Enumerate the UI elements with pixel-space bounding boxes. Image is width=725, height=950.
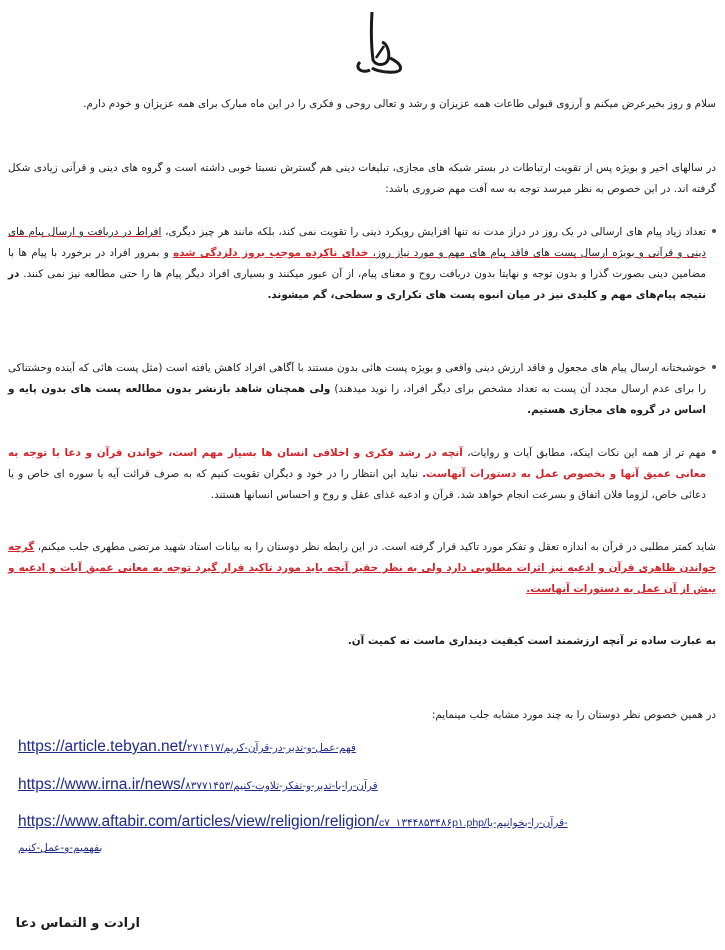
greeting-paragraph: سلام و روز بخیرعرض میکنم و آرزوی قبولی طاعات همه عزیزان و رشد و تعالی روحی و فکری را در این ماه مبارک برای همه عزیزان و خودم دارم. xyxy=(83,98,716,110)
link-tebyan[interactable] xyxy=(18,738,718,756)
bullet-one: تعداد زیاد پیام های ارسالی در یک روز در دراز مدت نه تنها افزایش رویکرد دینی را تقویت نمی کند، بلکه مانند هر چیز دیگری، افراط در دریافت و ارسال پیام های دینی و قرآنی و بویژه ارسال پست های فاقد پیام های مهم و مورد نیاز روز، خدای ناکرده موجب بروز دلزدگی شده و بمرور افراد در برخورد با پیام ها با مضامین دینی بصورت گذرا و بدون توجه و نهایتا بدون دریافت روح و معنای پیام، از آن عبور میکنند و بسیاری افراد دیگر پیام ها را حتی مطالعه نیز نمی کنند. در نتیجه پیام‌های مهم و کلیدی نیز در میان انبوه پست های تکراری و سطحی، گم میشوند. xyxy=(8,222,716,306)
signature: ارادت و التماس دعا xyxy=(15,916,140,931)
link-aftabir[interactable] xyxy=(18,813,718,831)
salam-calligraphy-logo xyxy=(338,8,408,78)
link-url: https://www.aftabir.com/articles/view/religion/religion/ xyxy=(18,813,379,830)
link-irna[interactable] xyxy=(18,776,718,794)
link-url: https://www.irna.ir/news/ xyxy=(18,776,186,793)
bullet-dot-icon xyxy=(712,229,716,233)
bullet-dot-icon xyxy=(712,365,716,369)
link-tail: ۲۷۱۴۱۷/فهم-عمل-و-تدبر-در-قرآن-کریم xyxy=(186,742,356,754)
bullet-dot-icon xyxy=(712,450,716,454)
link-aftabir-continued[interactable]: بفهمیم-و-عمل-کنیم xyxy=(18,842,103,854)
link-tail: c۷_۱۳۴۴۸۵۳۴۸۶p۱.php/قرآن-را-بخوانیم-یا- xyxy=(378,817,568,829)
motahari-paragraph: شاید کمتر مطلبی در قرآن به اندازه تعقل و تفکر مورد تاکید قرار گرفته است. در این رابطه نظر دوستان را به بیانات استاد شهید مرتضی مطهری جلب میکنم، گرچه خواندن ظاهری قرآن و ادعیه نیز اثرات مطلوبی دارد ولی به نظر حقیر آنچه باید مورد تاکید قرار گیرد توجه به معانی عمیق آیات و ادعیه و بیش از آن عمل به دستورات آنهاست. xyxy=(8,541,716,595)
links-intro: در همین خصوص نظر دوستان را به چند مورد مشابه جلب مینمایم: xyxy=(431,709,716,721)
link-url: https://article.tebyan.net/ xyxy=(18,738,187,755)
bullet-two: خوشبختانه ارسال پیام های مجعول و فاقد ارزش دینی واقعی و بویژه پست هائی بدون مستند با آگاهی افراد کاهش یافته است (مثل پست هائی که آینده وحشتناکی را برای عدم ارسال مجدد آن پست به تعداد مشخص برای دیگر افراد، را نوید میدهند) ولی همچنان شاهد بازنشر بدون مطالعه پست های بدون پایه و اساس در گروه های مجازی هستیم. xyxy=(8,358,716,421)
context-paragraph: در سالهای اخیر و بویژه پس از تقویت ارتباطات در بستر شبکه های مجازی، تبلیغات دینی هم گسترش نسبتا خوبی داشته است و گروه های دینی و قرآنی زیادی شکل گرفته اند. در این خصوص به نظر میرسد توجه به سه آفت مهم ضروری باشد: xyxy=(8,162,716,195)
link-tail: ۸۳۷۷۱۴۵۳/قرآن-را-با-تدبر-و-تفکر-تلاوت-کنیم xyxy=(185,780,378,792)
summary-sentence: به عبارت ساده تر آنچه ارزشمند است کیفیت دینداری ماست نه کمیت آن. xyxy=(347,635,716,647)
bullet-three: مهم تر از همه این نکات اینکه، مطابق آیات و روایات، آنچه در رشد فکری و اخلاقی انسان ها بسیار مهم است، خواندن قرآن و دعا با توجه به معانی عمیق آنها و بخصوص عمل به دستورات آنهاست. نباید این انتظار را در خود و دیگران تقویت کنیم که به صرف قرائت آیه یا سوره ای خاص و یا دعائی خاص، لزوما فلان اتفاق و بسرعت انجام خواهد شد. قرآن و ادعیه غذای عقل و روح و احساس انسانها هستند. xyxy=(8,443,716,506)
